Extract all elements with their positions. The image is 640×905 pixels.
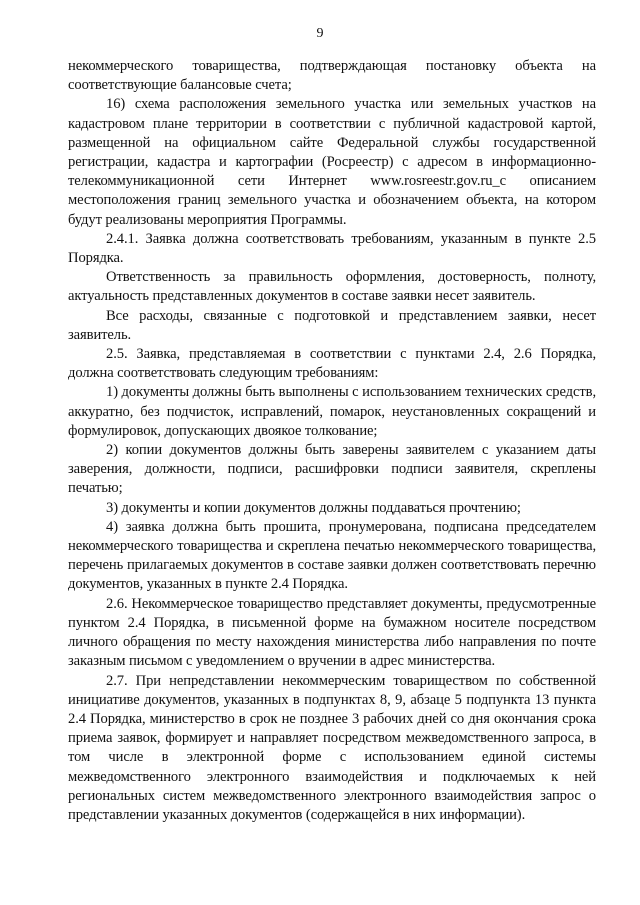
document-body: [68, 57, 596, 825]
paragraph-requirement-2: 2) копии документов должны быть заверены заявителем с указанием даты заверения, должности, подписи, расшифровки подписи заявителя, скреплены печатью;: [68, 442, 596, 497]
paragraph-2-6: 2.6. Некоммерческое товарищество представляет документы, предусмотренные пунктом 2.4 Порядка, в письменной форме на бумажном носителе посредством личного обращения по месту нахождения министерства либо направления по почте заказным письмом с уведомлением о вручении в адрес министерства.: [68, 595, 596, 670]
paragraph-continuation: некоммерческого товарищества, подтверждающая постановку объекта на соответствующие балансовые счета;: [68, 58, 596, 94]
paragraph-requirement-3: 3) документы и копии документов должны поддаваться прочтению;: [106, 499, 521, 516]
paragraph-item-16: 16) схема расположения земельного участка или земельных участков на кадастровом плане территории в соответствии с публичной кадастровой картой, размещенной на официальном сайте Федеральной службы государственной регистрации, кадастра и картографии (Росреестр) с адресом в информационно-телекоммуникационной сети Интернет www.rosreestr.gov.ru_c описанием местоположения границ земельного участка и обозначением объекта, на котором будут реализованы мероприятия Программы.: [68, 96, 596, 228]
paragraph-expenses: Все расходы, связанные с подготовкой и представлением заявки, несет заявитель.: [68, 307, 596, 343]
paragraph-requirement-1: 1) документы должны быть выполнены с использованием технических средств, аккуратно, без подчисток, исправлений, помарок, неустановленных сокращений и формулировок, допускающих двоякое толкование;: [68, 384, 596, 439]
paragraph-requirement-4: 4) заявка должна быть прошита, пронумерована, подписана председателем некоммерческого товарищества и скреплена печатью некоммерческого товарищества, перечень прилагаемых документов в составе заявки должен соответствовать перечню документов, указанных в пункте 2.4 Порядка.: [68, 518, 596, 593]
paragraph-2-5: 2.5. Заявка, представляемая в соответствии с пунктами 2.4, 2.6 Порядка, должна соответствовать следующим требованиям:: [68, 346, 596, 382]
paragraph-2-4-1: 2.4.1. Заявка должна соответствовать требованиям, указанным в пункте 2.5 Порядка.: [68, 230, 596, 267]
paragraph-responsibility: Ответственность за правильность оформления, достоверность, полноту, актуальность представленных документов в составе заявки несет заявитель.: [68, 269, 596, 305]
page-number: 9: [316, 26, 324, 41]
paragraph-2-7: 2.7. При непредставлении некоммерческим товариществом по собственной инициативе документов, указанных в подпунктах 8, 9, абзаце 5 подпункта 13 пункта 2.4 Порядка, министерство в срок не позднее 3 рабочих дней со дня окончания срока приема заявок, формирует и направляет посредством межведомственного запроса, в том числе в электронной форме с использованием единой системы межведомственного электронного взаимодействия и подключаемых к ней региональных систем межведомственного электронного взаимодействия запрос о представлении указанных документов (содержащейся в них информации).: [68, 672, 596, 823]
